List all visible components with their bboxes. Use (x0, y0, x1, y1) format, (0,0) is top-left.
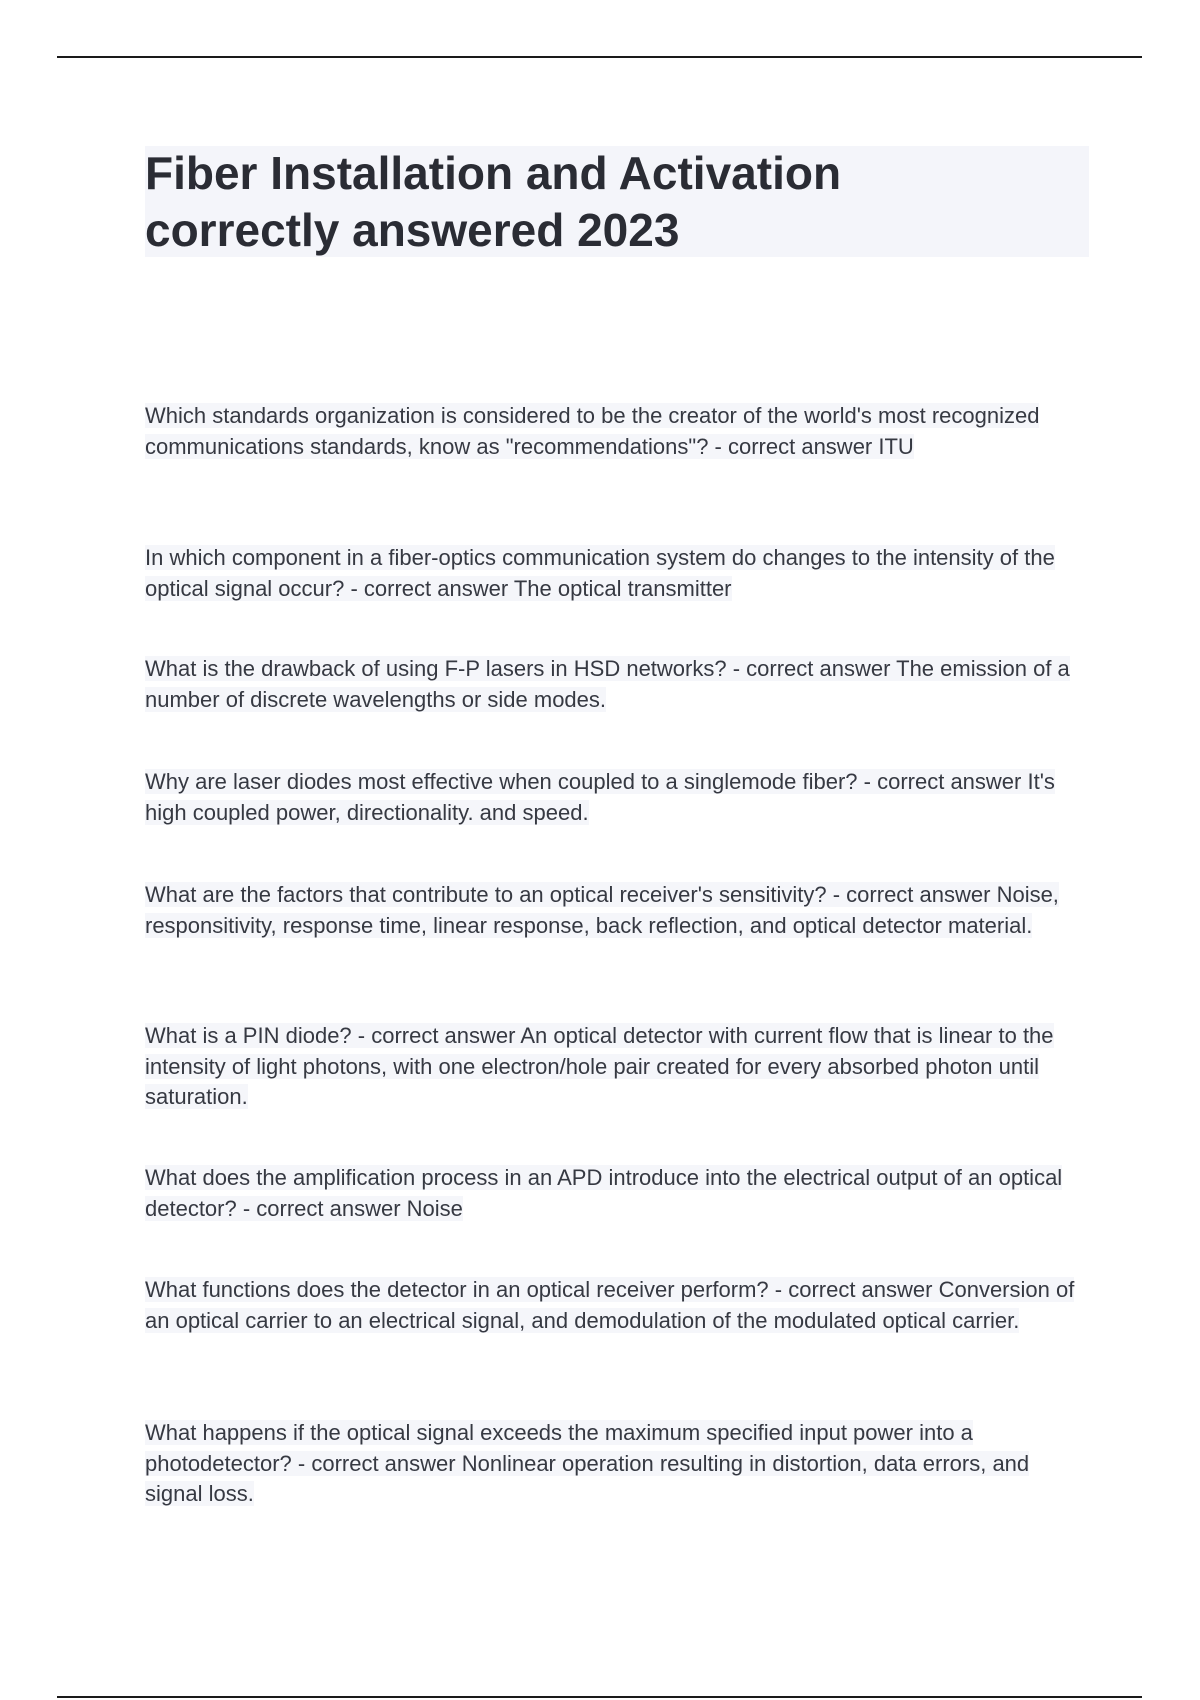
qa-text: Which standards organization is considered to be the creator of the world's most recognized communications standards, know as "recommendations"? - correct answer ITU (145, 403, 1040, 459)
qa-item-2 (145, 543, 1085, 604)
qa-item-5 (145, 880, 1085, 941)
title-line-2: correctly answered 2023 (145, 204, 680, 256)
qa-text: In which component in a fiber-optics communication system do changes to the intensity of the optical signal occur? - correct answer The optical transmitter (145, 545, 1055, 601)
footer-rule (57, 1696, 1142, 1698)
header-rule (57, 56, 1142, 58)
document-title (145, 146, 1089, 257)
qa-text: What does the amplification process in an APD introduce into the electrical output of an optical detector? - correct answer Noise (145, 1165, 1063, 1221)
qa-text: Why are laser diodes most effective when coupled to a singlemode fiber? - correct answer It's high coupled power, directionality. and speed. (145, 769, 1055, 825)
qa-text: What happens if the optical signal exceeds the maximum specified input power into a photodetector? - correct answer Nonlinear operation resulting in distortion, data errors, and signal loss. (145, 1420, 1030, 1506)
title-line-1: Fiber Installation and Activation (145, 147, 842, 199)
qa-text: What are the factors that contribute to an optical receiver's sensitivity? - correct answer Noise, responsitivity, response time, linear response, back reflection, and optical detector material. (145, 882, 1059, 938)
qa-item-1 (145, 401, 1085, 462)
qa-text: What is the drawback of using F-P lasers in HSD networks? - correct answer The emission of a number of discrete wavelengths or side modes. (145, 656, 1070, 712)
qa-item-9 (145, 1418, 1085, 1510)
qa-text: What functions does the detector in an optical receiver perform? - correct answer Conversion of an optical carrier to an electrical signal, and demodulation of the modulated optical carrier. (145, 1277, 1075, 1333)
qa-text: What is a PIN diode? - correct answer An optical detector with current flow that is linear to the intensity of light photons, with one electron/hole pair created for every absorbed photon until saturation. (145, 1023, 1054, 1109)
qa-item-7 (145, 1163, 1085, 1224)
qa-item-3 (145, 654, 1085, 715)
qa-item-4 (145, 767, 1085, 828)
qa-item-8 (145, 1275, 1085, 1336)
qa-item-6 (145, 1021, 1085, 1113)
